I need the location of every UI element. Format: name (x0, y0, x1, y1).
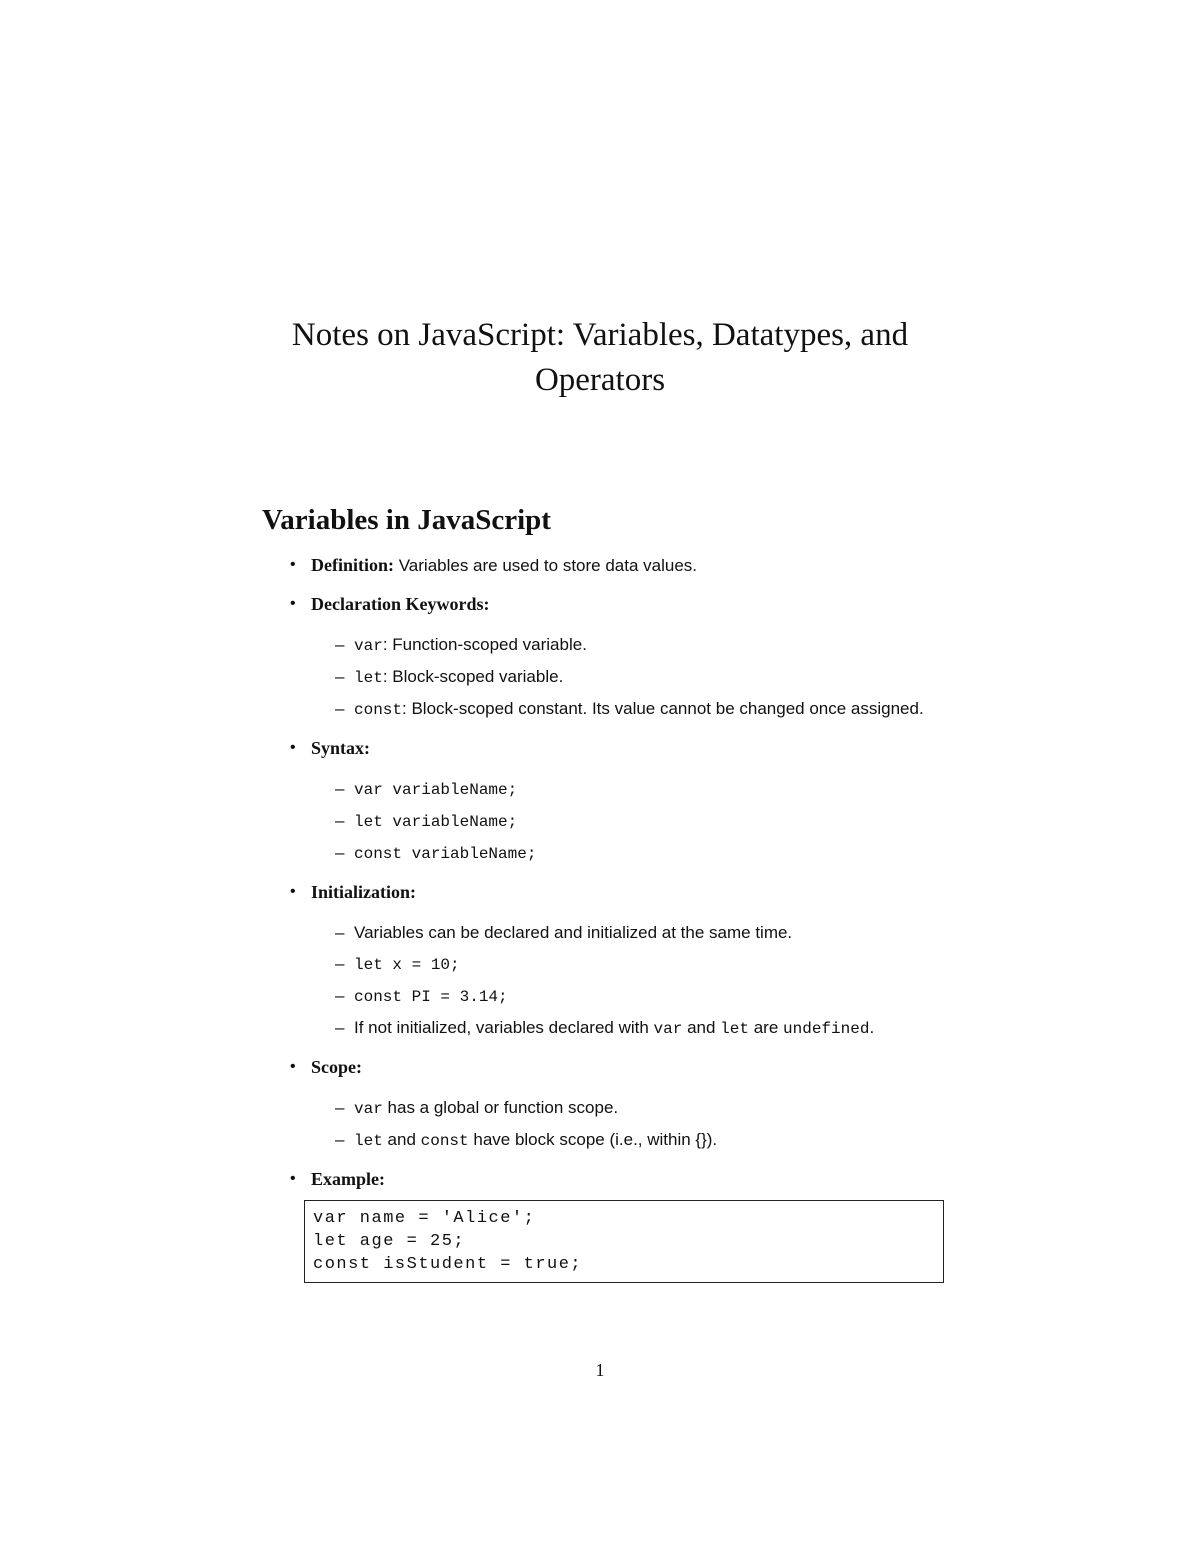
code-line: let age = 25; (313, 1232, 466, 1251)
sub-item-text: If not initialized, variables declared with (354, 1018, 654, 1037)
sub-item (311, 984, 952, 1009)
sub-list (311, 1096, 952, 1153)
code-block (304, 1200, 944, 1283)
list-item-scope (262, 1055, 952, 1153)
dash-icon: – (335, 667, 345, 686)
inline-code: var (653, 1020, 683, 1038)
sub-item-text: are (748, 1018, 784, 1037)
inline-code: var (354, 637, 383, 655)
inline-code: let (720, 1020, 749, 1038)
sub-item-text: Variables can be declared and initialized at the same time. (354, 923, 793, 942)
list-item-definition (262, 553, 952, 578)
code-line: const isStudent = true; (313, 1255, 583, 1274)
inline-code: let (354, 669, 383, 687)
dash-icon: – (335, 1098, 345, 1117)
bullet-icon: • (290, 1170, 296, 1187)
item-label: Example: (311, 1169, 385, 1189)
dash-icon: – (335, 1018, 345, 1037)
item-label: Definition: (311, 555, 394, 575)
inline-code: var (354, 1100, 383, 1118)
title-line-1: Notes on JavaScript: Variables, Datatypes, and (291, 317, 909, 353)
inline-code: const variableName; (354, 845, 537, 863)
dash-icon: – (335, 954, 345, 973)
item-label: Initialization: (311, 882, 417, 902)
dash-icon: – (335, 843, 345, 862)
dash-icon: – (335, 779, 345, 798)
inline-code: undefined (783, 1020, 870, 1038)
dash-icon: – (335, 1130, 345, 1149)
inline-code: const (354, 701, 403, 719)
sub-item-text: : Block-scoped constant. Its value cannot be changed once assigned. (402, 699, 924, 718)
item-label: Syntax: (311, 738, 371, 758)
item-label: Scope: (311, 1057, 362, 1077)
sub-item (311, 1016, 952, 1041)
bullet-icon: • (290, 739, 296, 756)
code-line: var name = 'Alice'; (313, 1209, 536, 1228)
dash-icon: – (335, 923, 345, 942)
sub-item (311, 1128, 952, 1153)
page-number: 1 (595, 1360, 605, 1380)
bullet-icon: • (290, 1058, 296, 1075)
dash-icon: – (335, 986, 345, 1005)
dash-icon: – (335, 635, 345, 654)
list-item-example (262, 1167, 952, 1283)
bullet-icon: • (290, 883, 296, 900)
bullet-icon: • (290, 556, 296, 573)
item-text: Variables are used to store data values. (394, 556, 698, 575)
list-item-initialization (262, 880, 952, 1041)
sub-item (311, 665, 952, 690)
sub-item (311, 697, 952, 722)
sub-item-text: : Function-scoped variable. (382, 635, 587, 654)
inline-code: var variableName; (354, 781, 518, 799)
inline-code: let variableName; (354, 813, 518, 831)
inline-code: let x = 10; (354, 956, 460, 974)
section-content (262, 553, 952, 1297)
sub-list (311, 921, 952, 1041)
section-heading: Variables in JavaScript (262, 504, 551, 536)
sub-item-text: and (682, 1018, 721, 1037)
sub-item (311, 921, 952, 945)
document-title (200, 313, 1000, 403)
sub-item (311, 952, 952, 977)
inline-code: const (420, 1132, 469, 1150)
bullet-list (262, 553, 952, 1283)
sub-item-text: and (382, 1130, 421, 1149)
item-label: Declaration Keywords: (311, 594, 490, 614)
sub-item-text: : Block-scoped variable. (382, 667, 564, 686)
sub-item-text: has a global or function scope. (382, 1098, 619, 1117)
list-item-syntax (262, 736, 952, 866)
sub-item (311, 841, 952, 866)
sub-item (311, 809, 952, 834)
inline-code: const PI = 3.14; (354, 988, 508, 1006)
dash-icon: – (335, 811, 345, 830)
sub-list (311, 777, 952, 866)
bullet-icon: • (290, 595, 296, 612)
title-line-2: Operators (534, 362, 666, 398)
list-item-declaration (262, 592, 952, 722)
sub-item (311, 1096, 952, 1121)
inline-code: let (354, 1132, 383, 1150)
sub-list (311, 633, 952, 722)
sub-item (311, 777, 952, 802)
sub-item (311, 633, 952, 658)
dash-icon: – (335, 699, 345, 718)
sub-item-text: have block scope (i.e., within {}). (468, 1130, 718, 1149)
sub-item-text: . (869, 1018, 875, 1037)
